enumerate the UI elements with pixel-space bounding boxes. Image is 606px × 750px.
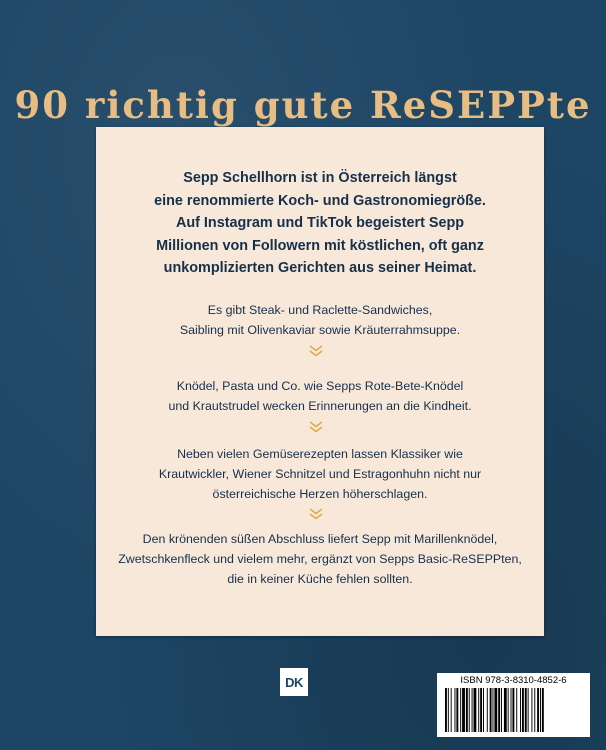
paragraph-line: die in keiner Küche fehlen sollten.	[227, 572, 413, 586]
intro-line: eine renommierte Koch- und Gastronomiegröße.	[154, 192, 486, 209]
barcode-bar	[525, 688, 527, 732]
isbn-barcode	[437, 673, 590, 737]
barcode-bar	[448, 688, 449, 732]
barcode-bar	[511, 688, 512, 732]
paragraph-line: österreichische Herzen höherschlagen.	[212, 487, 428, 501]
paragraph-line: und Krautstrudel wecken Erinnerungen an die Kindheit.	[168, 399, 472, 413]
cover-title: 90 richtig gute ReSEPPte	[14, 82, 592, 127]
double-chevron-down-icon	[309, 420, 323, 434]
barcode-bar	[522, 688, 524, 732]
barcode-bar	[462, 688, 465, 732]
barcode-bar	[520, 688, 521, 732]
intro-line: Auf Instagram und TikTok begeistert Sepp	[175, 215, 465, 231]
barcode-bar	[504, 688, 507, 732]
dk-publisher-logo	[280, 668, 308, 696]
barcode-bar	[445, 688, 447, 732]
barcode-bar	[494, 688, 497, 732]
barcode-bar	[516, 688, 517, 732]
barcode-bar	[531, 688, 532, 732]
barcode-bar	[460, 688, 461, 732]
isbn-text: ISBN 978-3-8310-4852-6	[460, 675, 567, 686]
barcode-bar	[455, 688, 456, 732]
paragraph-line: Knödel, Pasta und Co. wie Sepps Rote-Bete-Knödel	[176, 379, 464, 393]
paragraph-line: Saibling mit Olivenkaviar sowie Kräuterrahmsuppe.	[179, 323, 461, 337]
double-chevron-down-icon	[309, 344, 323, 358]
barcode-bar	[480, 688, 482, 732]
text-panel	[96, 127, 544, 636]
barcode-bar	[469, 688, 470, 732]
barcode-bar	[456, 688, 458, 732]
barcode-bar	[498, 688, 500, 732]
intro-line: unkomplizierten Gerichten aus seiner Heimat.	[163, 260, 477, 276]
barcode-bar	[493, 688, 494, 732]
barcode-bar	[487, 688, 488, 732]
barcode-bar	[490, 688, 492, 732]
barcode-bar	[472, 688, 473, 732]
dk-logo-text: DK	[285, 674, 303, 690]
barcode-bar	[478, 688, 479, 732]
paragraph-klassiker	[96, 444, 544, 504]
barcode-bar	[466, 688, 468, 732]
barcode-bar	[528, 688, 529, 732]
barcode-bar	[474, 688, 477, 732]
paragraph-line: Krautwickler, Wiener Schnitzel und Estragonhuhn nicht nur	[158, 467, 482, 481]
double-chevron-down-icon	[309, 507, 323, 521]
barcode-bar	[540, 688, 541, 732]
paragraph-abschluss	[96, 529, 544, 589]
paragraph-line: Zwetschkenfleck und vielem mehr, ergänzt von Sepps Basic-ReSEPPten,	[118, 552, 522, 566]
intro-line: Millionen von Followern mit köstlichen, oft ganz	[156, 237, 484, 254]
paragraph-line: Neben vielen Gemüserezepten lassen Klassiker wie	[177, 447, 463, 461]
barcode-bar	[542, 688, 544, 732]
paragraph-knoedel	[96, 376, 544, 416]
barcode-bar	[451, 688, 452, 732]
barcode-bar	[483, 688, 484, 732]
paragraph-line: Es gibt Steak- und Raclette-Sandwiches,	[207, 303, 433, 317]
barcode-bar	[537, 688, 539, 732]
barcode-bar	[508, 688, 509, 732]
paragraph-line: Den krönenden süßen Abschluss liefert Sepp mit Marillenknödel,	[142, 532, 498, 546]
intro-line: Sepp Schellhorn ist in Österreich längst	[183, 170, 457, 186]
intro-text	[96, 167, 544, 280]
barcode-icon	[443, 688, 584, 732]
paragraph-sandwiches	[96, 300, 544, 340]
barcode-bar	[512, 688, 514, 732]
barcode-bar	[501, 688, 502, 732]
barcode-bar	[534, 688, 535, 732]
